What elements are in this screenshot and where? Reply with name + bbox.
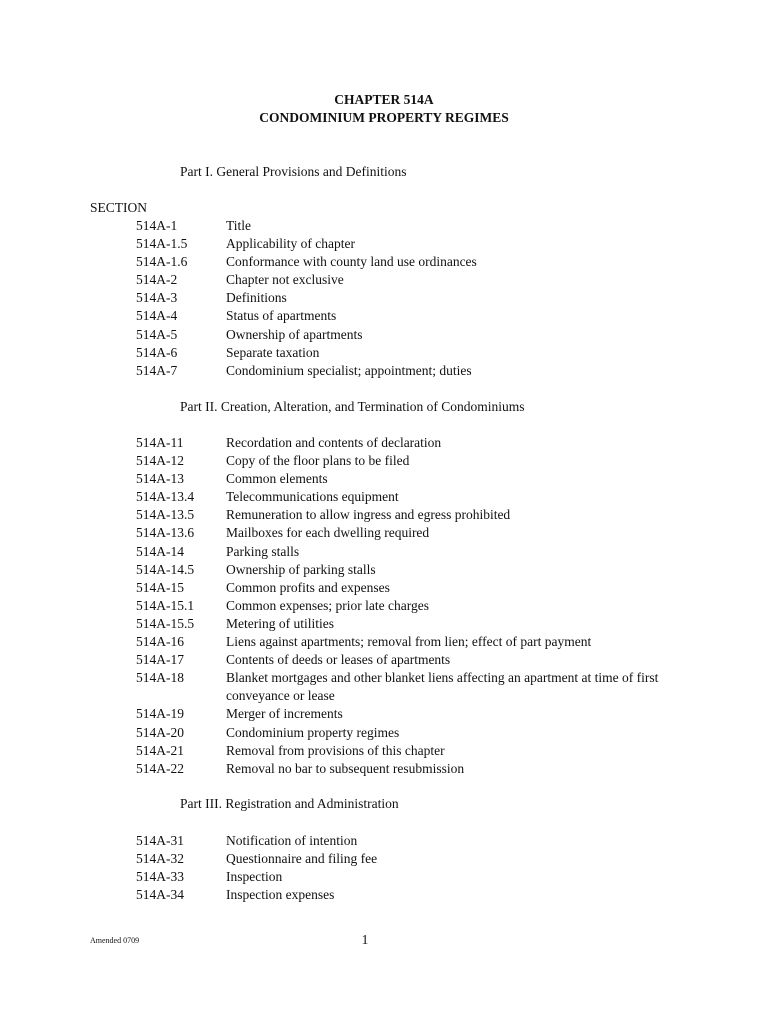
section-number: 514A-34: [136, 887, 184, 903]
section-title: Ownership of parking stalls: [226, 561, 376, 577]
section-title: Liens against apartments; removal from lien; effect of part payment: [226, 634, 592, 650]
section-title: Definitions: [226, 290, 287, 306]
section-row: [136, 615, 696, 633]
section-row: [136, 488, 696, 506]
section-title: Metering of utilities: [226, 615, 334, 631]
section-title: Status of apartments: [226, 308, 337, 324]
section-number: 514A-21: [136, 742, 184, 758]
section-row: [136, 742, 696, 760]
section-title: Removal no bar to subsequent resubmission: [226, 760, 465, 776]
section-number: 514A-13.4: [136, 489, 195, 505]
section-row: [136, 633, 696, 651]
section-row: [136, 253, 696, 271]
section-title: Ownership of apartments: [226, 326, 363, 342]
section-number: 514A-14.5: [136, 561, 195, 577]
section-number: 514A-6: [136, 344, 178, 360]
section-title: Common expenses; prior late charges: [226, 597, 429, 613]
section-number: 514A-22: [136, 760, 184, 776]
section-number: 514A-13.6: [136, 525, 195, 541]
section-row: [136, 271, 696, 289]
section-number: 514A-18: [136, 670, 184, 686]
section-title: Recordation and contents of declaration: [226, 435, 442, 450]
section-row: [136, 362, 696, 380]
amended-note: Amended 0709: [90, 936, 140, 945]
section-number: 514A-1: [136, 218, 178, 233]
section-row: [136, 452, 696, 470]
chapter-name: CONDOMINIUM PROPERTY REGIMES: [259, 110, 509, 125]
section-title: Mailboxes for each dwelling required: [226, 525, 430, 541]
section-number: 514A-14: [136, 543, 184, 559]
section-title: Conformance with county land use ordinances: [226, 254, 477, 270]
section-row: [136, 886, 696, 904]
section-number: 514A-33: [136, 869, 184, 885]
page-number: 1: [361, 932, 369, 947]
section-row: [136, 344, 696, 362]
part-1-heading: Part I. General Provisions and Definitions: [180, 164, 407, 179]
section-number: 514A-12: [136, 453, 184, 469]
section-number: 514A-13: [136, 471, 184, 487]
section-row: [136, 850, 696, 868]
section-title: Blanket mortgages and other blanket liens affecting an apartment at time of first conveyance or lease: [226, 670, 659, 704]
section-row: [136, 705, 696, 723]
section-row: [136, 470, 696, 488]
section-number: 514A-2: [136, 272, 178, 288]
part-3-heading: Part III. Registration and Administration: [180, 796, 399, 811]
section-number: 514A-15.1: [136, 597, 195, 613]
section-label: SECTION: [90, 200, 147, 215]
section-title: Common elements: [226, 471, 328, 487]
section-title: Condominium property regimes: [226, 724, 400, 740]
section-title: Notification of intention: [226, 833, 358, 848]
section-title: Merger of increments: [226, 706, 343, 722]
section-row: [136, 651, 696, 669]
section-number: 514A-7: [136, 362, 178, 378]
section-row: [136, 597, 696, 615]
section-title: Condominium specialist; appointment; duties: [226, 362, 472, 378]
section-row: [136, 543, 696, 561]
section-number: 514A-3: [136, 290, 178, 306]
section-title: Chapter not exclusive: [226, 272, 344, 288]
section-row: [136, 832, 696, 850]
section-title: Applicability of chapter: [226, 236, 355, 252]
part-3-section-list: [136, 832, 696, 904]
section-title: Inspection: [226, 869, 283, 885]
section-number: 514A-5: [136, 326, 178, 342]
section-number: 514A-15: [136, 579, 184, 595]
section-row: [136, 235, 696, 253]
section-number: 514A-13.5: [136, 507, 195, 523]
part-2-section-list: [136, 434, 696, 778]
part-1-section-list: [136, 217, 696, 380]
section-title: Separate taxation: [226, 344, 320, 360]
section-row: [136, 307, 696, 325]
section-row: [136, 868, 696, 886]
section-number: 514A-16: [136, 634, 184, 650]
section-row: [136, 326, 696, 344]
section-row: [136, 289, 696, 307]
section-title: Remuneration to allow ingress and egress prohibited: [226, 507, 511, 523]
section-number: 514A-4: [136, 308, 178, 324]
section-row: [136, 217, 696, 235]
chapter-number: CHAPTER 514A: [334, 92, 434, 107]
section-title: Contents of deeds or leases of apartments: [226, 652, 451, 668]
section-row: [136, 579, 696, 597]
section-title: Removal from provisions of this chapter: [226, 742, 445, 758]
section-number: 514A-20: [136, 724, 184, 740]
chapter-title-block: [0, 91, 768, 127]
section-number: 514A-32: [136, 851, 184, 867]
section-row: [136, 434, 696, 452]
section-row: [136, 506, 696, 524]
section-title: Parking stalls: [226, 543, 300, 559]
section-row: [136, 561, 696, 579]
section-title: Inspection expenses: [226, 887, 335, 903]
part-2-heading: Part II. Creation, Alteration, and Termination of Condominiums: [180, 399, 525, 414]
section-title: Copy of the floor plans to be filed: [226, 453, 410, 469]
section-number: 514A-1.6: [136, 254, 188, 270]
section-row: [136, 524, 696, 542]
section-number: 514A-11: [136, 435, 184, 450]
section-number: 514A-19: [136, 706, 184, 722]
section-title: Title: [226, 218, 252, 233]
section-row: [136, 669, 696, 705]
section-number: 514A-15.5: [136, 615, 195, 631]
section-number: 514A-17: [136, 652, 184, 668]
section-title: Telecommunications equipment: [226, 489, 399, 505]
section-number: 514A-31: [136, 833, 184, 848]
section-row: [136, 724, 696, 742]
section-row: [136, 760, 696, 778]
section-title: Questionnaire and filing fee: [226, 851, 378, 867]
section-title: Common profits and expenses: [226, 579, 390, 595]
section-number: 514A-1.5: [136, 236, 188, 252]
